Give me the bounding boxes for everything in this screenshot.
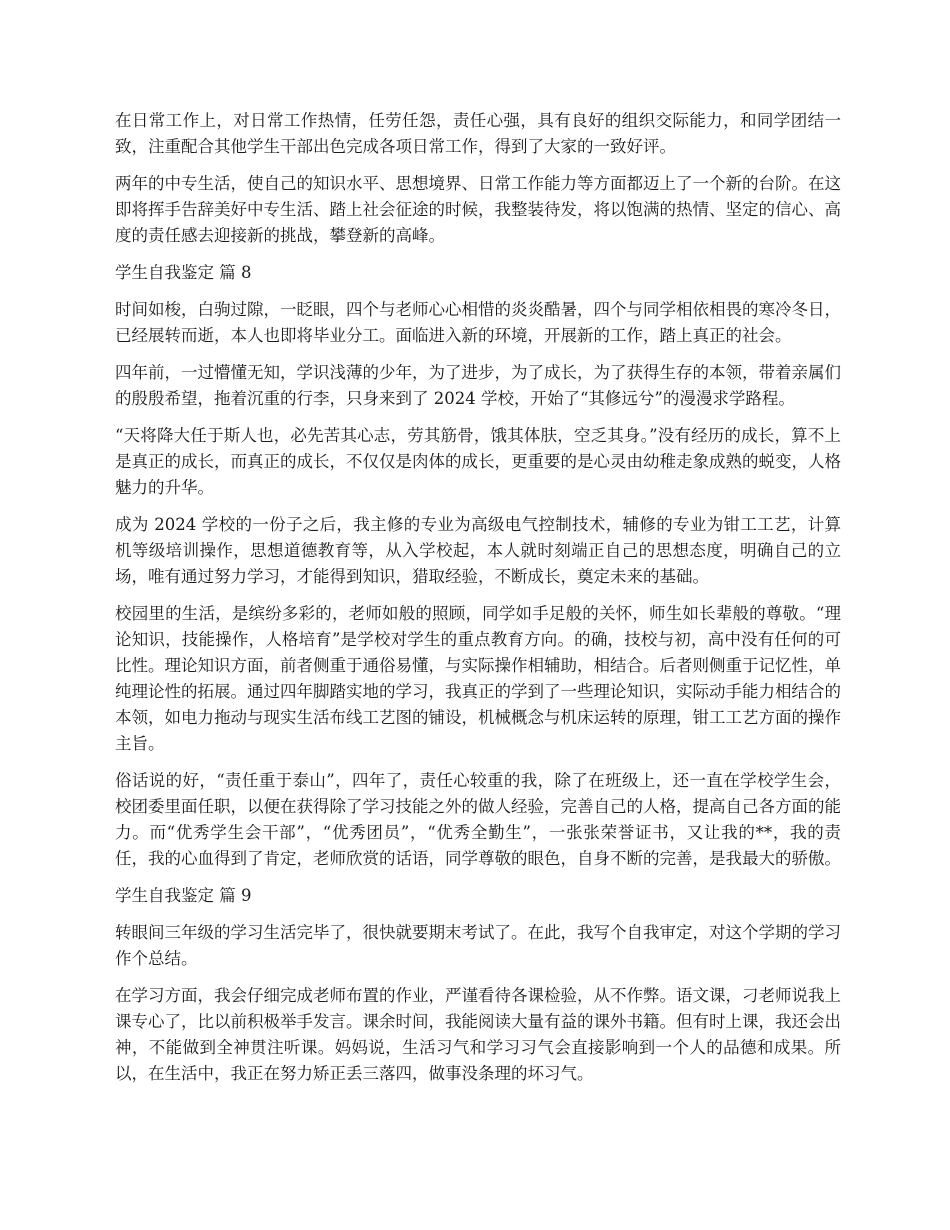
paragraph: 转眼间三年级的学习生活完毕了，很快就要期末考试了。在此，我写个自我审定，对这个学期的学习作个总结。 bbox=[115, 923, 841, 968]
document-body bbox=[115, 108, 841, 1098]
section-heading: 学生自我鉴定 篇 9 bbox=[115, 886, 252, 905]
paragraph: 校园里的生活，是缤纷多彩的，老师如般的照顾，同学如手足般的关怀，师生如长辈般的尊敬。“理论知识，技能操作，人格培育”是学校对学生的重点教育方向。的确，技校与初，高中没有任何的可比性。理论知识方面，前者侧重于通俗易懂，与实际操作相辅助，相结合。后者则侧重于记忆性，单纯理论性的拓展。通过四年脚踏实地的学习，我真正的学到了一些理论知识，实际动手能力相结合的本领，如电力拖动与现实生活布线工艺图的铺设，机械概念与机床运转的原理，钳工工艺方面的操作主旨。 bbox=[115, 604, 841, 753]
paragraph: 两年的中专生活，使自己的知识水平、思想境界、日常工作能力等方面都迈上了一个新的台阶。在这即将挥手告辞美好中专生活、踏上社会征途的时候，我整装待发，将以饱满的热情、坚定的信心、高度的责任感去迎接新的挑战，攀登新的高峰。 bbox=[115, 174, 841, 245]
paragraph: 时间如梭，白驹过隙，一眨眼，四个与老师心心相惜的炎炎酷暑，四个与同学相依相畏的寒冷冬日，已经展转而逝，本人也即将毕业分工。面临进入新的环境，开展新的工作，踏上真正的社会。 bbox=[115, 300, 841, 345]
paragraph: 成为 2024 学校的一份子之后，我主修的专业为高级电气控制技术，辅修的专业为钳工工艺，计算机等级培训操作，思想道德教育等，从入学校起，本人就时刻端正自己的思想态度，明确自己的立场，唯有通过努力学习，才能得到知识，猎取经验，不断成长，奠定未来的基础。 bbox=[115, 515, 841, 586]
paragraph: 俗话说的好，“责任重于泰山”，四年了，责任心较重的我，除了在班级上，还一直在学校学生会，校团委里面任职，以便在获得除了学习技能之外的做人经验，完善自己的人格，提高自己各方面的能力。而“优秀学生会干部”，“优秀团员”，“优秀全勤生”，一张张荣誉证书，又让我的**，我的责任，我的心血得到了肯定，老师欣赏的话语，同学尊敬的眼色，自身不断的完善，是我最大的骄傲。 bbox=[115, 771, 841, 868]
section-heading: 学生自我鉴定 篇 8 bbox=[115, 263, 252, 282]
paragraph: 在学习方面，我会仔细完成老师布置的作业，严谨看待各课检验，从不作弊。语文课，刁老师说我上课专心了，比以前积极举手发言。课余时间，我能阅读大量有益的课外书籍。但有时上课，我还会出神，不能做到全神贯注听课。妈妈说，生活习气和学习习气会直接影响到一个人的品德和成果。所以，在生活中，我正在努力矫正丢三落四，做事没条理的坏习气。 bbox=[115, 986, 841, 1083]
paragraph: “天将降大任于斯人也，必先苦其心志，劳其筋骨，饿其体肤，空乏其身。”没有经历的成长，算不上是真正的成长，而真正的成长，不仅仅是肉体的成长，更重要的是心灵由幼稚走象成熟的蜕变，人格魅力的升华。 bbox=[115, 426, 841, 497]
paragraph: 在日常工作上，对日常工作热情，任劳任怨，责任心强，具有良好的组织交际能力，和同学团结一致，注重配合其他学生干部出色完成各项日常工作，得到了大家的一致好评。 bbox=[115, 111, 841, 156]
paragraph: 四年前，一过懵懂无知，学识浅薄的少年，为了进步，为了成长，为了获得生存的本领，带着亲属们的殷殷希望，拖着沉重的行李，只身来到了 2024 学校，开始了“其修远兮”的漫漫求学路程。 bbox=[115, 363, 841, 408]
